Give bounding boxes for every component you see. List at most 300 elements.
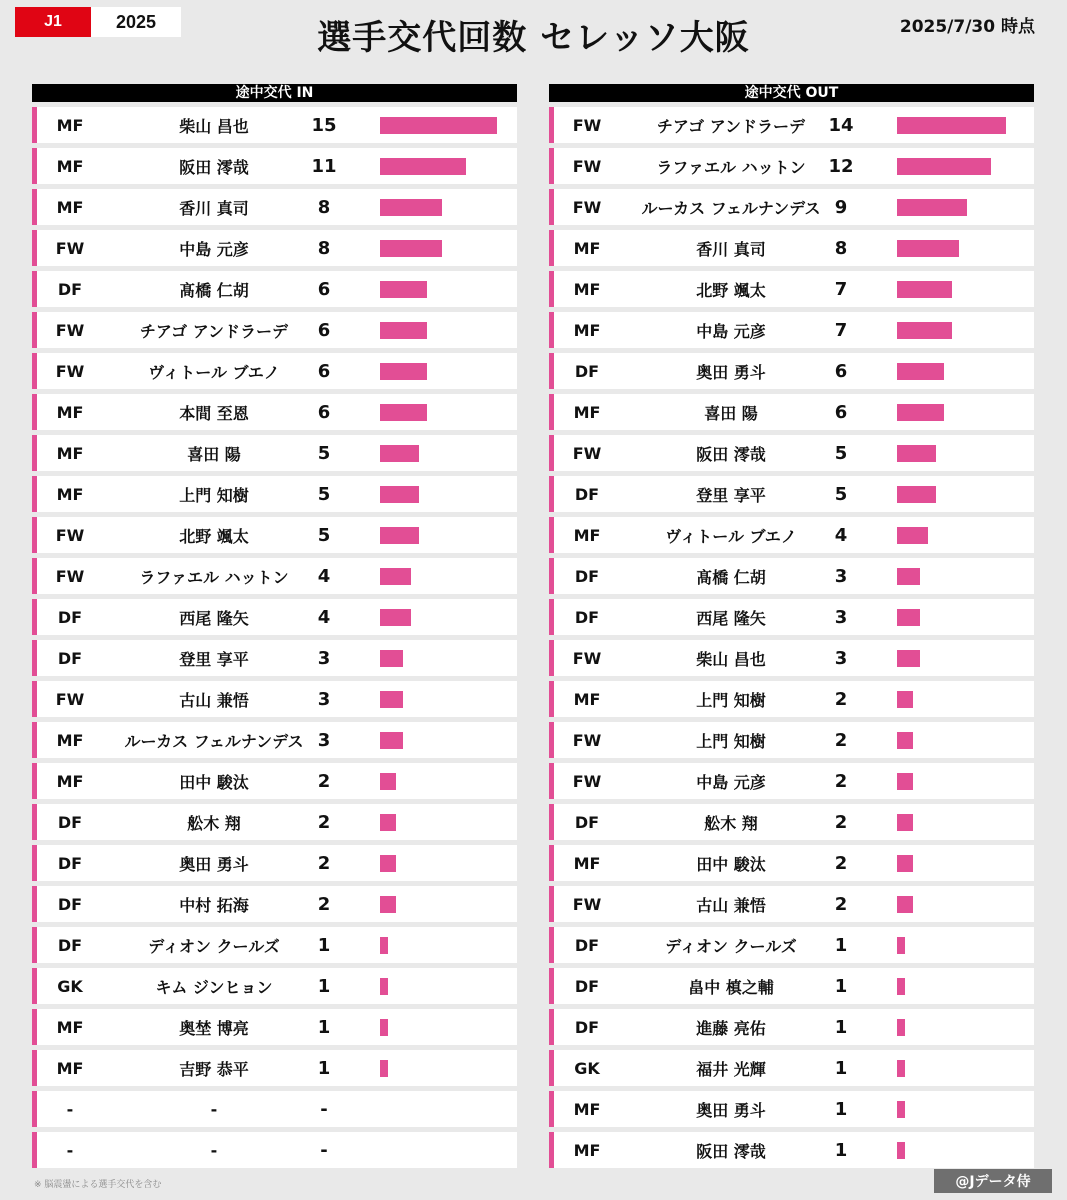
- league-badge: J1: [15, 7, 91, 37]
- player-name: 中島 元彦: [696, 321, 766, 341]
- bar: [897, 568, 920, 585]
- position-label: MF: [56, 156, 84, 176]
- position-label: MF: [573, 1140, 601, 1160]
- bar-track: [897, 732, 1034, 749]
- bar-track: [380, 445, 517, 462]
- bar-track: [897, 199, 1034, 216]
- position-label: MF: [56, 402, 84, 422]
- player-name: 本間 至恩: [179, 403, 249, 423]
- table-row: [549, 681, 1034, 717]
- bar-track: [380, 773, 517, 790]
- position-label: DF: [574, 607, 600, 627]
- bar-track: [897, 814, 1034, 831]
- bar-track: [897, 404, 1034, 421]
- table-row: [32, 312, 517, 348]
- table-row: [549, 640, 1034, 676]
- position-label: MF: [573, 402, 601, 422]
- position-label: DF: [57, 853, 83, 873]
- player-name: 上門 知樹: [179, 485, 249, 505]
- table-row: [549, 968, 1034, 1004]
- bar: [897, 896, 913, 913]
- bar-track: [897, 650, 1034, 667]
- bar-track: [897, 158, 1034, 175]
- table-row: [32, 394, 517, 430]
- count-label: 5: [317, 442, 331, 464]
- bar: [897, 650, 920, 667]
- position-label: MF: [56, 443, 84, 463]
- bar: [897, 404, 944, 421]
- position-label: FW: [572, 156, 602, 176]
- position-label: MF: [573, 238, 601, 258]
- bar: [380, 896, 396, 913]
- bar: [380, 199, 442, 216]
- player-name: 奥田 勇斗: [696, 1100, 766, 1120]
- bar-track: [897, 896, 1034, 913]
- table-row: [549, 435, 1034, 471]
- bar: [897, 609, 920, 626]
- bar-track: [897, 1019, 1034, 1036]
- player-name: 福井 光輝: [696, 1059, 766, 1079]
- count-label: 6: [834, 401, 848, 423]
- bar-track: [380, 855, 517, 872]
- table-row: [549, 722, 1034, 758]
- table-row: [32, 1091, 517, 1127]
- player-name: 舩木 翔: [704, 813, 758, 833]
- bar-track: [897, 978, 1034, 995]
- position-label: FW: [572, 197, 602, 217]
- bar: [380, 404, 427, 421]
- bar-track: [897, 281, 1034, 298]
- count-label: 1: [317, 1016, 331, 1038]
- table-row: [32, 763, 517, 799]
- player-name: 舩木 翔: [187, 813, 241, 833]
- table-row: [549, 230, 1034, 266]
- table-row: [32, 886, 517, 922]
- count-label: 4: [317, 565, 331, 587]
- position-label: MF: [573, 525, 601, 545]
- position-label: MF: [573, 279, 601, 299]
- count-label: 3: [834, 647, 848, 669]
- count-label: 11: [311, 155, 337, 177]
- bar-track: [897, 691, 1034, 708]
- player-name: 喜田 陽: [704, 403, 758, 423]
- player-name: 吉野 恭平: [179, 1059, 249, 1079]
- player-name: 登里 享平: [696, 485, 766, 505]
- bar-track: [380, 568, 517, 585]
- bar: [897, 1060, 905, 1077]
- player-name: 柴山 昌也: [179, 116, 249, 136]
- position-label: FW: [572, 648, 602, 668]
- bar: [380, 773, 396, 790]
- bar-track: [380, 732, 517, 749]
- count-label: 8: [317, 196, 331, 218]
- table-row: [32, 517, 517, 553]
- position-label: DF: [574, 566, 600, 586]
- table-row: [549, 1009, 1034, 1045]
- bar-track: [380, 363, 517, 380]
- footnote: ※ 脳震盪による選手交代を含む: [34, 1180, 162, 1190]
- position-label: FW: [572, 730, 602, 750]
- table-row: [549, 558, 1034, 594]
- table-row: [32, 271, 517, 307]
- count-label: 1: [317, 1057, 331, 1079]
- bar: [380, 855, 396, 872]
- position-label: DF: [574, 1017, 600, 1037]
- bar: [380, 937, 388, 954]
- position-label: MF: [56, 484, 84, 504]
- table-row: [32, 599, 517, 635]
- position-label: DF: [574, 812, 600, 832]
- bar-track: [897, 445, 1034, 462]
- table-row: [549, 845, 1034, 881]
- player-name: チアゴ アンドラーデ: [139, 321, 289, 341]
- table-row: [32, 804, 517, 840]
- position-label: MF: [56, 771, 84, 791]
- table-row: [32, 640, 517, 676]
- bar: [897, 527, 928, 544]
- table-row: [549, 271, 1034, 307]
- bar-track: [380, 404, 517, 421]
- sub-in-panel: [32, 84, 517, 1168]
- position-label: FW: [55, 689, 85, 709]
- position-label: DF: [574, 976, 600, 996]
- player-name: 田中 駿汰: [179, 772, 249, 792]
- player-name: 中村 拓海: [179, 895, 249, 915]
- table-row: [32, 148, 517, 184]
- bar: [897, 855, 913, 872]
- player-name: 中島 元彦: [696, 772, 766, 792]
- bar-track: [380, 240, 517, 257]
- bar: [380, 322, 427, 339]
- table-row: [32, 681, 517, 717]
- bar-track: [380, 1060, 517, 1077]
- bar-track: [380, 199, 517, 216]
- count-label: 2: [317, 852, 331, 874]
- count-label: 5: [317, 524, 331, 546]
- bar-track: [380, 1019, 517, 1036]
- count-label: 6: [317, 401, 331, 423]
- bar-track: [380, 1142, 517, 1159]
- table-row: [549, 476, 1034, 512]
- table-row: [32, 435, 517, 471]
- bar: [380, 240, 442, 257]
- bar-track: [380, 609, 517, 626]
- player-name: 北野 颯太: [696, 280, 766, 300]
- bar: [380, 609, 411, 626]
- position-label: FW: [55, 238, 85, 258]
- position-label: MF: [573, 320, 601, 340]
- bar: [897, 445, 936, 462]
- bar: [897, 937, 905, 954]
- bar-track: [380, 281, 517, 298]
- table-row: [32, 1132, 517, 1168]
- position-label: DF: [57, 812, 83, 832]
- bar-track: [897, 937, 1034, 954]
- bar-track: [380, 691, 517, 708]
- count-label: 6: [317, 278, 331, 300]
- table-row: [32, 353, 517, 389]
- season-badge: 2025: [91, 7, 181, 37]
- bar: [380, 281, 427, 298]
- player-name: 奥田 勇斗: [696, 362, 766, 382]
- position-label: MF: [56, 1058, 84, 1078]
- bar-track: [380, 814, 517, 831]
- bar-track: [897, 527, 1034, 544]
- bar-track: [380, 896, 517, 913]
- position-label: DF: [57, 607, 83, 627]
- bar-track: [897, 855, 1034, 872]
- position-label: DF: [57, 935, 83, 955]
- table-row: [549, 189, 1034, 225]
- player-name: 阪田 澪哉: [696, 444, 766, 464]
- bar-track: [897, 1101, 1034, 1118]
- player-name: 香川 真司: [179, 198, 249, 218]
- count-label: 7: [834, 278, 848, 300]
- bar: [897, 486, 936, 503]
- count-label: 3: [317, 647, 331, 669]
- count-label: 2: [317, 893, 331, 915]
- table-row: [549, 763, 1034, 799]
- count-label: 3: [317, 729, 331, 751]
- bar-track: [380, 158, 517, 175]
- position-label: MF: [56, 730, 84, 750]
- table-row: [549, 1050, 1034, 1086]
- page-title: 選手交代回数 セレッソ大阪: [317, 18, 750, 58]
- position-label: GK: [574, 1058, 600, 1078]
- bar: [380, 732, 403, 749]
- position-label: DF: [57, 279, 83, 299]
- bar: [897, 691, 913, 708]
- bar-track: [380, 937, 517, 954]
- player-name: 喜田 陽: [187, 444, 241, 464]
- bar: [897, 281, 952, 298]
- count-label: 2: [834, 852, 848, 874]
- player-name: 登里 享平: [179, 649, 249, 669]
- table-row: [549, 927, 1034, 963]
- count-label: 6: [834, 360, 848, 382]
- player-name: チアゴ アンドラーデ: [656, 116, 806, 136]
- count-label: 1: [834, 1098, 848, 1120]
- bar-track: [380, 1101, 517, 1118]
- bar: [380, 978, 388, 995]
- player-name: 西尾 隆矢: [696, 608, 766, 628]
- position-label: MF: [56, 1017, 84, 1037]
- bar: [380, 568, 411, 585]
- table-row: [549, 148, 1034, 184]
- bar: [897, 773, 913, 790]
- credit-badge: @Jデータ侍: [934, 1169, 1052, 1193]
- sub-out-header: 途中交代 OUT: [549, 84, 1034, 102]
- position-label: MF: [573, 853, 601, 873]
- bar: [897, 814, 913, 831]
- table-row: [32, 1009, 517, 1045]
- bar-track: [897, 1142, 1034, 1159]
- position-label: FW: [572, 771, 602, 791]
- position-label: DF: [574, 361, 600, 381]
- count-label: 1: [834, 934, 848, 956]
- count-label: 2: [834, 770, 848, 792]
- position-label: MF: [573, 1099, 601, 1119]
- player-name: 北野 颯太: [179, 526, 249, 546]
- count-label: -: [320, 1139, 328, 1161]
- position-label: MF: [573, 689, 601, 709]
- player-name: 田中 駿汰: [696, 854, 766, 874]
- bar: [380, 650, 403, 667]
- table-row: [32, 189, 517, 225]
- bar: [380, 1019, 388, 1036]
- bar: [897, 363, 944, 380]
- player-name: 奥埜 博亮: [179, 1018, 249, 1038]
- bar: [380, 1060, 388, 1077]
- bar-track: [380, 978, 517, 995]
- bar: [897, 1101, 905, 1118]
- player-name: ラファエル ハットン: [656, 157, 806, 177]
- player-name: 柴山 昌也: [696, 649, 766, 669]
- count-label: 3: [834, 606, 848, 628]
- position-label: FW: [55, 361, 85, 381]
- bar: [897, 1019, 905, 1036]
- table-row: [549, 107, 1034, 143]
- count-label: 2: [317, 770, 331, 792]
- table-row: [32, 230, 517, 266]
- count-label: 4: [317, 606, 331, 628]
- count-label: 1: [834, 1139, 848, 1161]
- table-row: [549, 804, 1034, 840]
- position-label: -: [66, 1140, 74, 1160]
- player-name: 阪田 澪哉: [179, 157, 249, 177]
- count-label: 4: [834, 524, 848, 546]
- player-name: 阪田 澪哉: [696, 1141, 766, 1161]
- count-label: 1: [317, 934, 331, 956]
- table-row: [549, 312, 1034, 348]
- position-label: FW: [572, 115, 602, 135]
- bar-track: [380, 527, 517, 544]
- player-name: ラファエル ハットン: [139, 567, 289, 587]
- bar: [380, 363, 427, 380]
- player-name: 髙橋 仁胡: [179, 280, 249, 300]
- table-row: [549, 599, 1034, 635]
- player-name: 奥田 勇斗: [179, 854, 249, 874]
- position-label: FW: [572, 894, 602, 914]
- table-row: [32, 476, 517, 512]
- position-label: FW: [55, 566, 85, 586]
- player-name: -: [210, 1140, 218, 1160]
- bar-track: [897, 568, 1034, 585]
- position-label: GK: [57, 976, 83, 996]
- table-row: [32, 107, 517, 143]
- count-label: 3: [834, 565, 848, 587]
- bar: [897, 1142, 905, 1159]
- player-name: 上門 知樹: [696, 690, 766, 710]
- bar: [380, 486, 419, 503]
- bar: [897, 240, 959, 257]
- table-row: [32, 558, 517, 594]
- bar: [380, 158, 466, 175]
- position-label: DF: [57, 894, 83, 914]
- player-name: 上門 知樹: [696, 731, 766, 751]
- bar-track: [897, 363, 1034, 380]
- count-label: 5: [317, 483, 331, 505]
- count-label: 7: [834, 319, 848, 341]
- table-row: [549, 1132, 1034, 1168]
- bar: [897, 199, 967, 216]
- count-label: 1: [834, 975, 848, 997]
- player-name: ディオン クールズ: [148, 936, 280, 956]
- count-label: 1: [834, 1016, 848, 1038]
- player-name: ルーカス フェルナンデス: [641, 198, 821, 218]
- table-row: [32, 927, 517, 963]
- table-row: [32, 722, 517, 758]
- count-label: 1: [834, 1057, 848, 1079]
- sub-in-rows: [32, 107, 517, 1168]
- count-label: 9: [834, 196, 848, 218]
- table-row: [549, 886, 1034, 922]
- table-row: [549, 1091, 1034, 1127]
- player-name: 畠中 槙之輔: [688, 977, 774, 997]
- position-label: FW: [55, 525, 85, 545]
- position-label: FW: [55, 320, 85, 340]
- count-label: 3: [317, 688, 331, 710]
- count-label: 12: [828, 155, 854, 177]
- player-name: 香川 真司: [696, 239, 766, 259]
- count-label: 1: [317, 975, 331, 997]
- player-name: 古山 兼悟: [696, 895, 766, 915]
- position-label: MF: [56, 115, 84, 135]
- table-row: [32, 1050, 517, 1086]
- table-row: [32, 968, 517, 1004]
- count-label: 15: [311, 114, 337, 136]
- table-row: [549, 517, 1034, 553]
- position-label: MF: [56, 197, 84, 217]
- count-label: 6: [317, 319, 331, 341]
- bar: [380, 814, 396, 831]
- count-label: -: [320, 1098, 328, 1120]
- position-label: FW: [572, 443, 602, 463]
- player-name: ルーカス フェルナンデス: [124, 731, 304, 751]
- bar-track: [897, 609, 1034, 626]
- bar: [380, 445, 419, 462]
- player-name: キム ジンヒョン: [155, 977, 273, 997]
- count-label: 2: [834, 811, 848, 833]
- count-label: 6: [317, 360, 331, 382]
- bar: [897, 322, 952, 339]
- position-label: -: [66, 1099, 74, 1119]
- as-of-date: 2025/7/30 時点: [899, 17, 1035, 37]
- count-label: 5: [834, 442, 848, 464]
- bar: [380, 527, 419, 544]
- bar: [380, 117, 497, 134]
- sub-out-panel: [549, 84, 1034, 1168]
- player-name: 西尾 隆矢: [179, 608, 249, 628]
- bar-track: [897, 1060, 1034, 1077]
- player-name: 進藤 亮佑: [696, 1018, 766, 1038]
- player-name: ヴィトール ブエノ: [148, 362, 280, 382]
- bar-track: [380, 117, 517, 134]
- count-label: 5: [834, 483, 848, 505]
- player-name: 髙橋 仁胡: [696, 567, 766, 587]
- bar: [897, 158, 991, 175]
- position-label: DF: [57, 648, 83, 668]
- count-label: 2: [834, 893, 848, 915]
- bar-track: [897, 322, 1034, 339]
- player-name: -: [210, 1099, 218, 1119]
- count-label: 14: [828, 114, 854, 136]
- bar: [380, 691, 403, 708]
- table-row: [549, 353, 1034, 389]
- player-name: ヴィトール ブエノ: [665, 526, 797, 546]
- sub-out-rows: [549, 107, 1034, 1168]
- position-label: DF: [574, 935, 600, 955]
